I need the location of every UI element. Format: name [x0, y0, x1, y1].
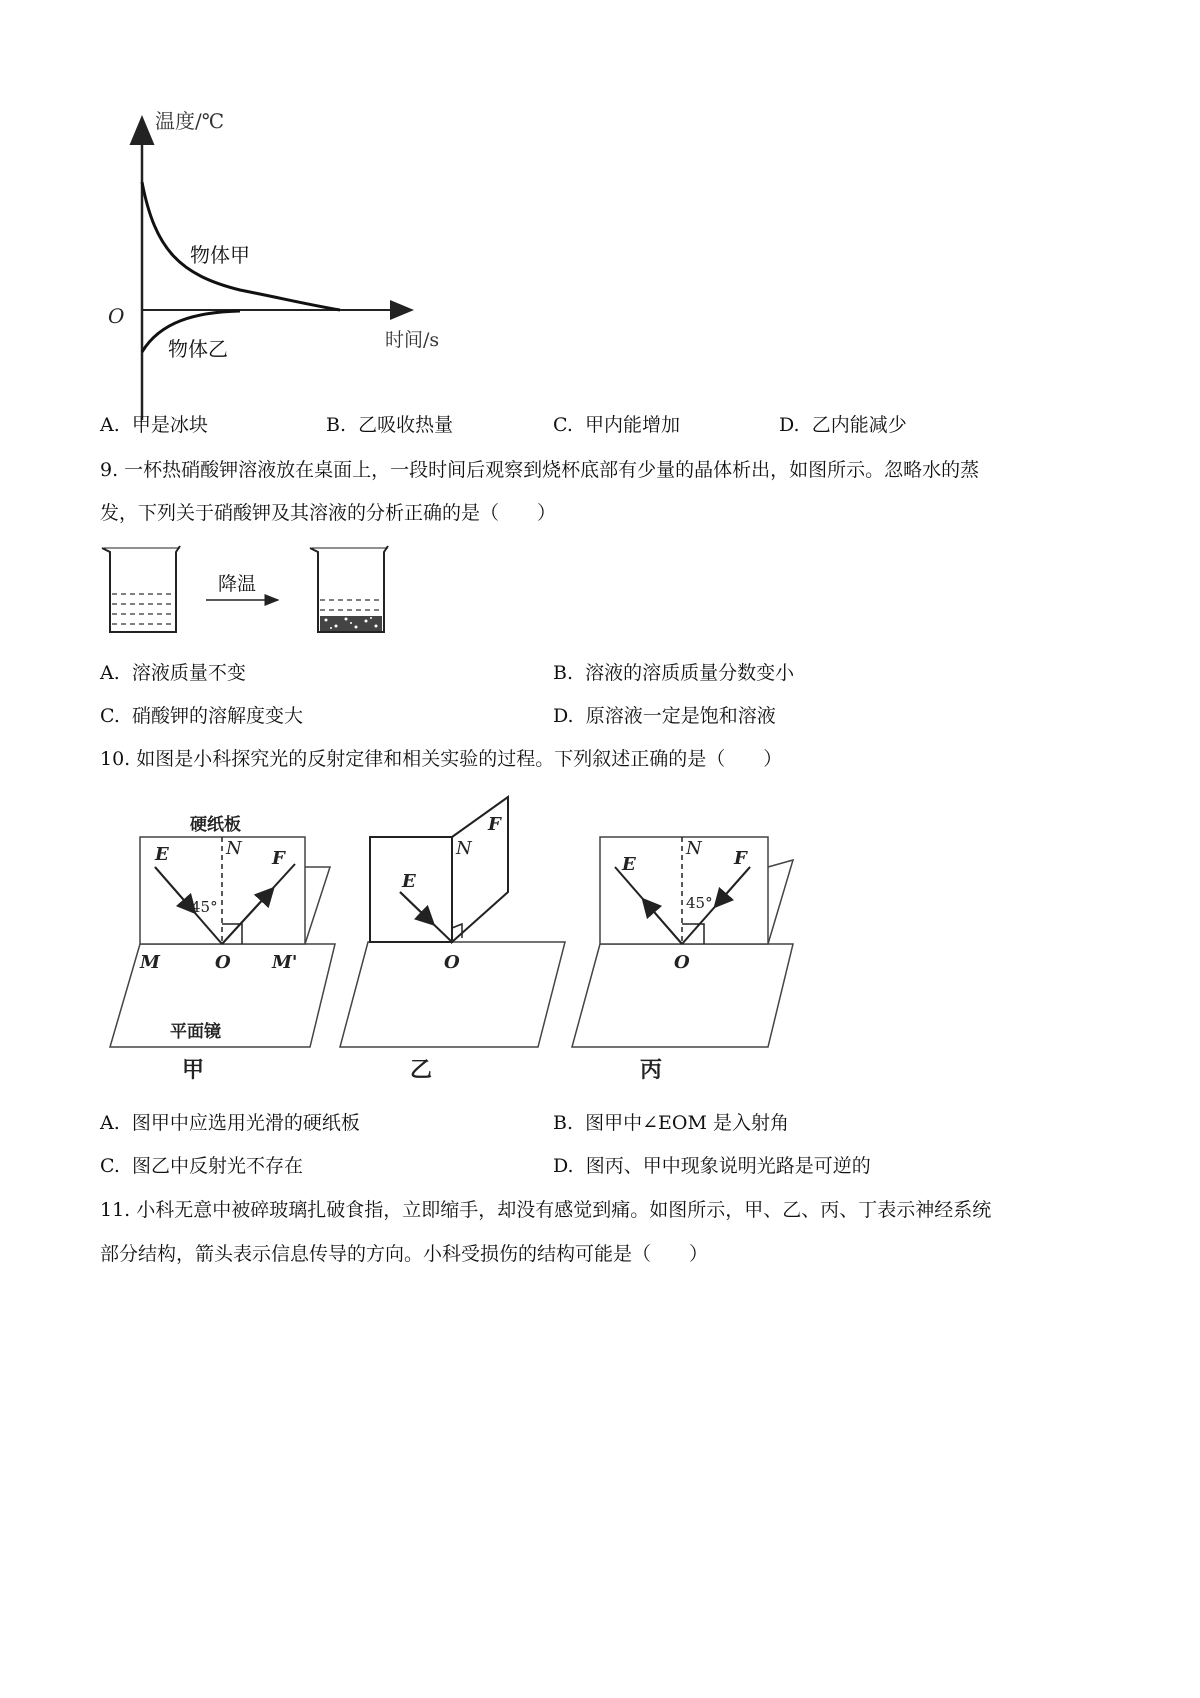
- label-o: O: [215, 952, 231, 973]
- option-key: A.: [100, 1112, 120, 1134]
- label-f: F: [488, 814, 501, 835]
- label-n: N: [686, 838, 702, 859]
- option-key: B.: [326, 414, 347, 436]
- q8-option-d: [779, 412, 907, 438]
- label-m: M: [140, 952, 160, 973]
- option-text: 图甲中∠EOM 是入射角: [585, 1112, 789, 1134]
- option-text: 图甲中应选用光滑的硬纸板: [131, 1112, 360, 1134]
- figure-jia: [110, 814, 335, 1083]
- label-o: O: [674, 952, 690, 973]
- q9-option-d: [553, 703, 776, 729]
- figure-bing: [572, 837, 793, 1083]
- q9-option-b: [553, 660, 794, 686]
- label-e: E: [155, 844, 169, 865]
- mirror-label: 平面镜: [170, 1022, 221, 1042]
- label-m-prime: M': [272, 952, 298, 973]
- angle-label: 45°: [191, 898, 218, 916]
- q8-option-a: [100, 412, 208, 438]
- option-text: 图丙、甲中现象说明光路是可逆的: [585, 1155, 871, 1177]
- q10-option-a: [100, 1110, 360, 1136]
- option-text: 图乙中反射光不存在: [132, 1155, 304, 1177]
- option-key: B.: [553, 1112, 574, 1134]
- option-text: 乙内能减少: [811, 414, 907, 436]
- option-key: A.: [100, 662, 120, 684]
- option-key: D.: [553, 1155, 574, 1177]
- y-axis-label: 温度/℃: [155, 110, 225, 133]
- x-axis-label: 时间/s: [385, 329, 440, 351]
- option-text: 溶液的溶质质量分数变小: [585, 662, 795, 684]
- option-text: 甲内能增加: [585, 414, 681, 436]
- option-text: 溶液质量不变: [131, 662, 246, 684]
- option-key: D.: [779, 414, 800, 436]
- q10-stem-line1: 10. 如图是小科探究光的反射定律和相关实验的过程。下列叙述正确的是（ ）: [100, 748, 783, 770]
- option-key: B.: [553, 662, 574, 684]
- option-text: 硝酸钾的溶解度变大: [132, 705, 304, 727]
- label-f: F: [272, 848, 285, 869]
- option-key: C.: [553, 414, 573, 436]
- q11-stem-line2: 部分结构，箭头表示信息传导的方向。小科受损伤的结构可能是（ ）: [100, 1243, 709, 1265]
- angle-label: 45°: [686, 894, 713, 912]
- label-n: N: [226, 838, 242, 859]
- cooling-label: 降温: [218, 573, 257, 595]
- q10-option-d: [553, 1153, 871, 1179]
- option-key: C.: [100, 705, 120, 727]
- label-n: N: [456, 838, 472, 859]
- label-f: F: [734, 848, 747, 869]
- curve-jia-label: 物体甲: [190, 243, 250, 267]
- q8-option-c: [553, 412, 680, 438]
- label-e: E: [622, 854, 636, 875]
- q8-option-b: [326, 412, 453, 438]
- q9-stem-line2: 发，下列关于硝酸钾及其溶液的分析正确的是（ ）: [100, 502, 557, 524]
- figure-yi: [340, 797, 565, 1083]
- caption-bing: 丙: [640, 1057, 663, 1083]
- beaker-before: [102, 546, 180, 632]
- option-key: C.: [100, 1155, 120, 1177]
- q10-option-c: [100, 1153, 303, 1179]
- beaker-figure: [98, 540, 398, 645]
- option-text: 甲是冰块: [131, 414, 208, 436]
- reflection-experiment-figure: [100, 792, 800, 1092]
- q9-stem-line1: 9. 一杯热硝酸钾溶液放在桌面上，一段时间后观察到烧杯底部有少量的晶体析出，如图所示。忽略水的蒸: [100, 459, 980, 481]
- option-key: D.: [553, 705, 574, 727]
- option-text: 原溶液一定是饱和溶液: [585, 705, 776, 727]
- caption-yi: 乙: [410, 1057, 433, 1083]
- caption-jia: 甲: [182, 1057, 205, 1083]
- q10-option-b: [553, 1110, 789, 1136]
- origin-label: O: [108, 304, 125, 328]
- cardboard-label: 硬纸板: [190, 815, 241, 835]
- option-text: 乙吸收热量: [358, 414, 454, 436]
- label-o: O: [444, 952, 460, 973]
- q9-option-c: [100, 703, 303, 729]
- curve-yi-label: 物体乙: [168, 337, 228, 361]
- q11-stem-line1: 11. 小科无意中被碎玻璃扎破食指，立即缩手，却没有感觉到痛。如图所示，甲、乙、丙、丁表示神经系统: [100, 1199, 992, 1221]
- label-e: E: [402, 871, 416, 892]
- option-key: A.: [100, 414, 120, 436]
- q9-option-a: [100, 660, 246, 686]
- temperature-time-graph: [100, 110, 470, 430]
